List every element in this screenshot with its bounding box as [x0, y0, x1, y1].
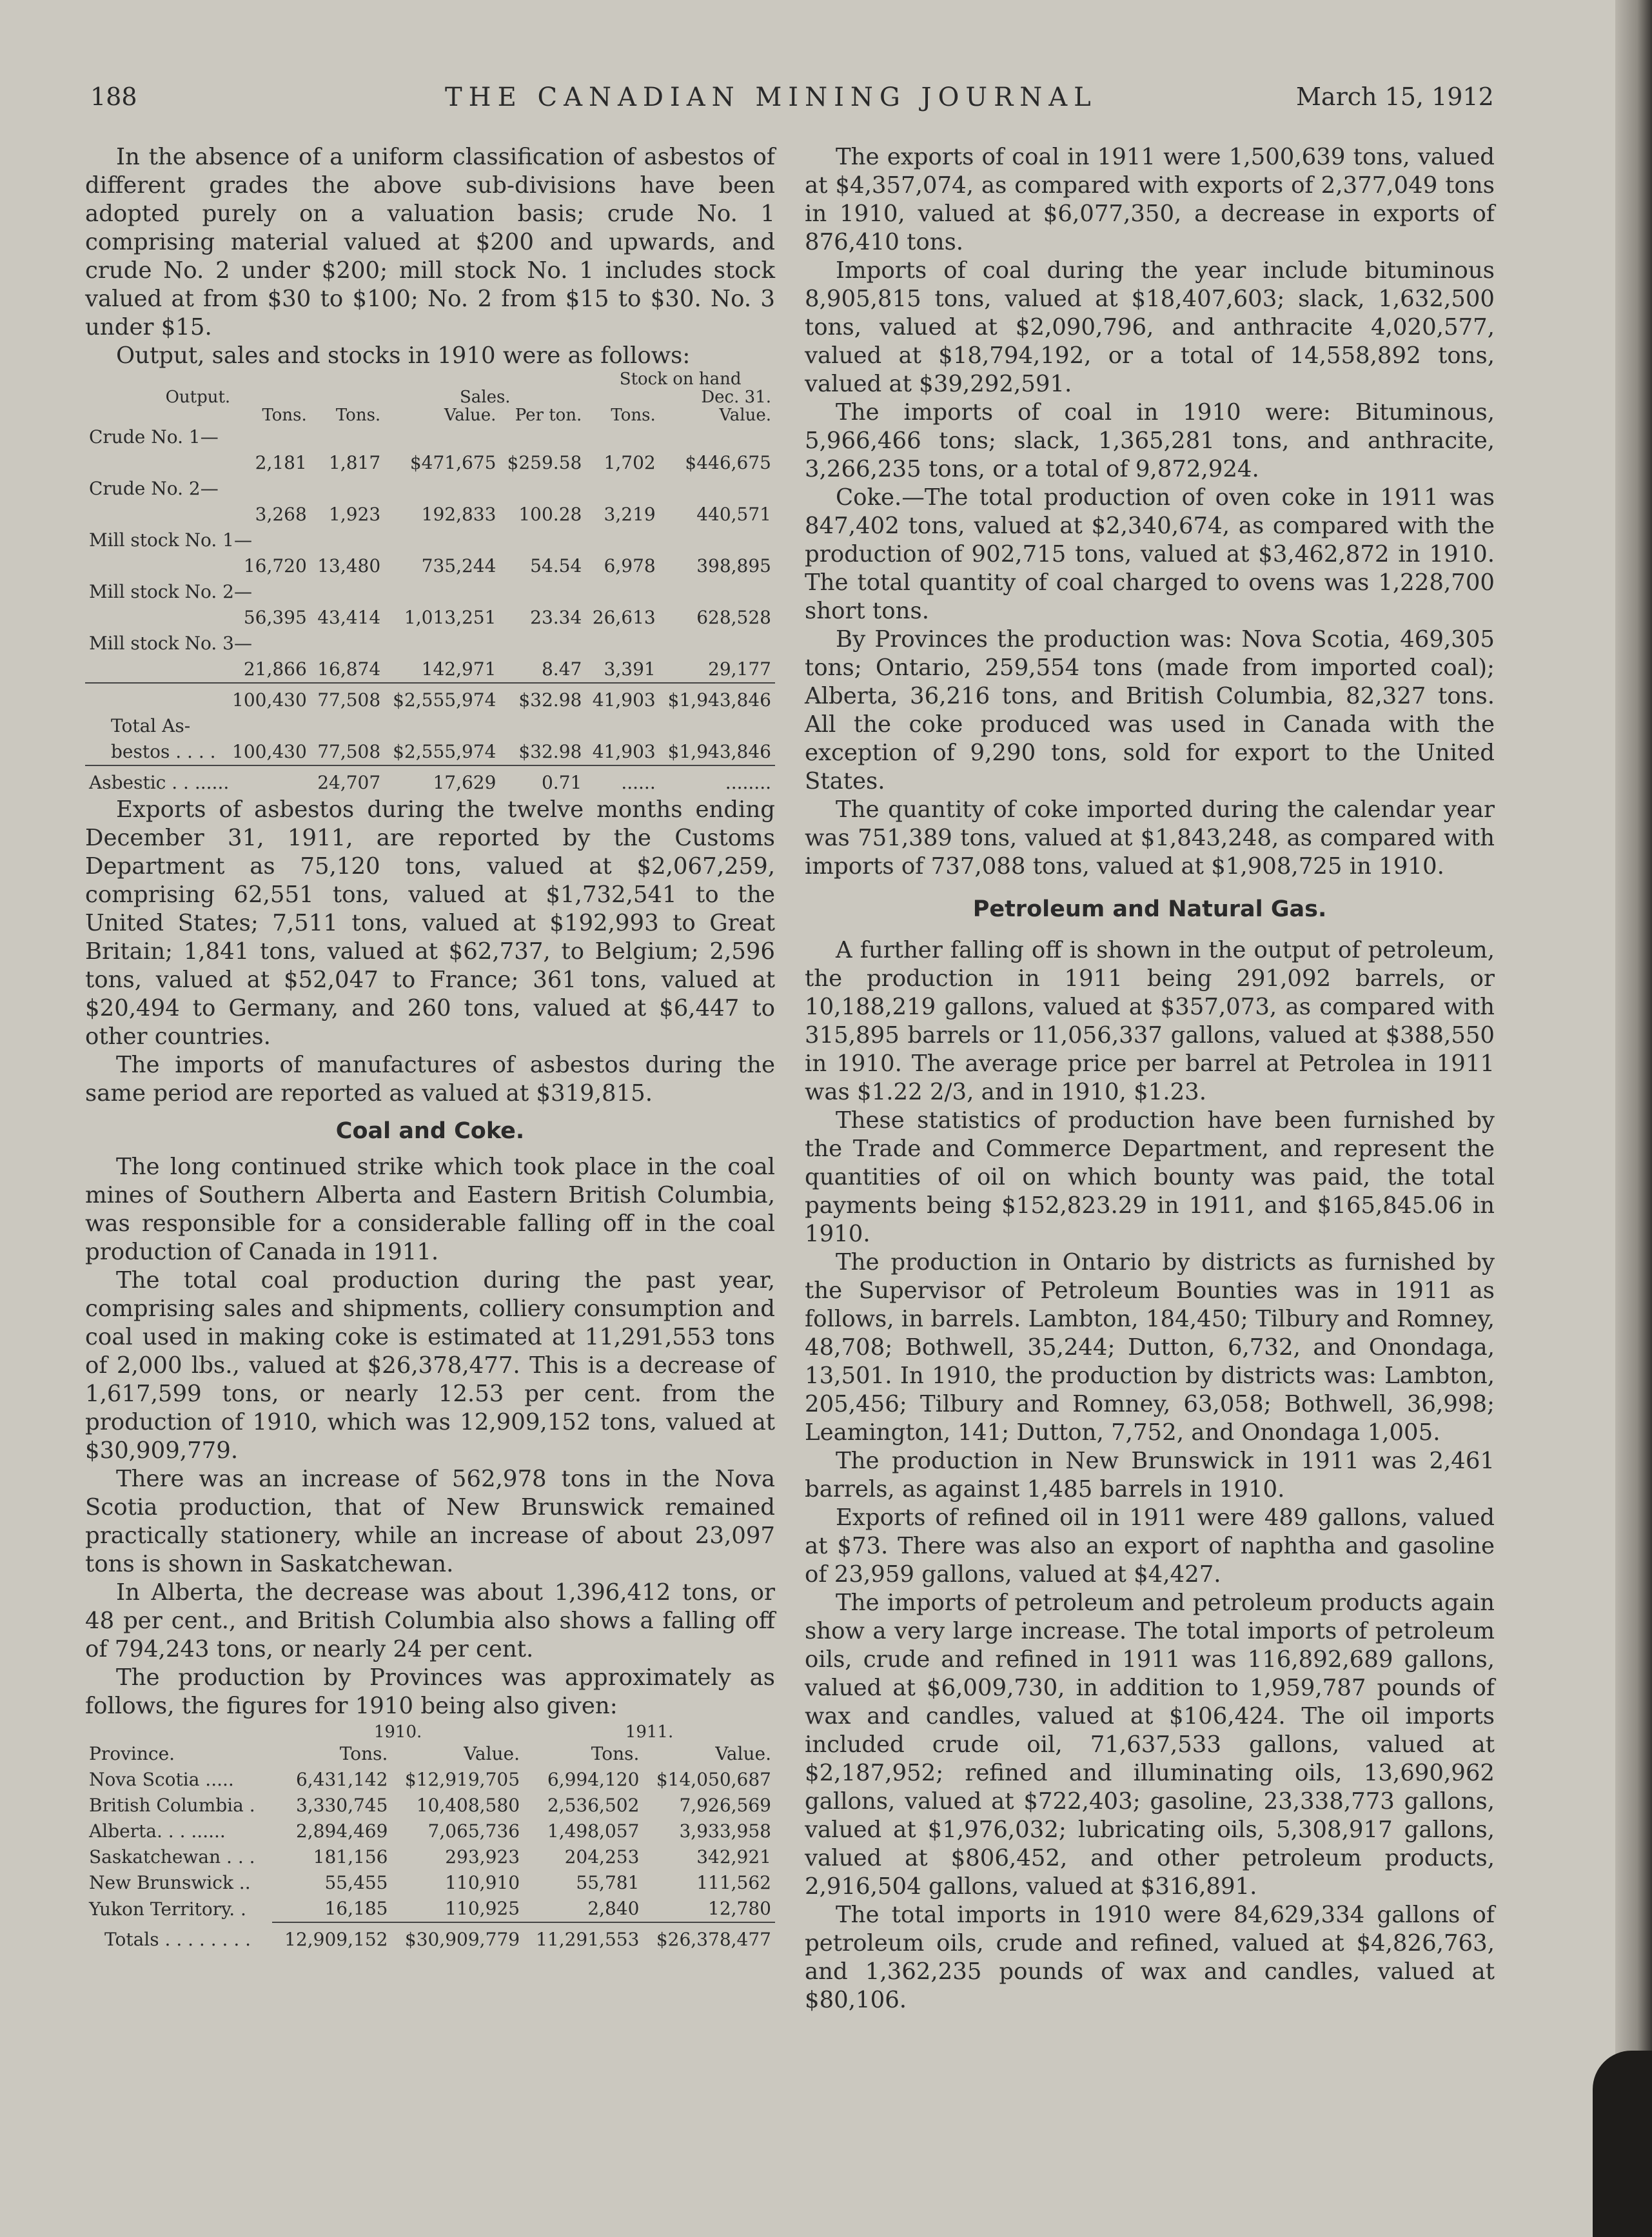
- table-cell: 11,291,553: [536, 1929, 640, 1950]
- paragraph: The imports of coal in 1910 were: Bituminous, 5,966,466 tons; slack, 1,365,281 tons, and anthracite, 3,266,235 tons, or a total of 9,872,924.: [805, 399, 1495, 482]
- table-row: [85, 605, 775, 631]
- row-label: British Columbia .: [89, 1795, 255, 1816]
- table-cell: 55,781: [576, 1872, 640, 1893]
- paragraph: In the absence of a uniform classification of asbestos of different grades the above sub-divisions have been adopted purely on a valuation basis; crude No. 1 comprising material valued at $200 and upwards, and crude No. 2 under $200; mill stock No. 1 includes stock valued at from $30 to $100; No. 2 from $15 to $30. No. 3 under $15.: [85, 144, 775, 340]
- table-cell: 111,562: [696, 1872, 771, 1893]
- table-cell: 440,571: [696, 504, 771, 525]
- table-row-subtotal: [85, 687, 775, 713]
- table-cell: $2,555,974: [393, 741, 497, 762]
- paragraph: Coke.—The total production of oven coke in 1911 was 847,402 tons, valued at $2,340,674, as compared with the production of 902,715 tons, valued at $3,462,872 in 1910. The total quantity of coal charged to ovens was 1,228,700 short tons.: [805, 484, 1495, 624]
- table-cell: $14,050,687: [656, 1769, 771, 1790]
- table-cell: 6,978: [604, 555, 656, 576]
- row-label: Alberta. . . ......: [89, 1820, 226, 1842]
- table-cell: 1,498,057: [547, 1820, 640, 1842]
- paragraph: In Alberta, the decrease was about 1,396,412 tons, or 48 per cent., and British Columbia also shows a falling off of 794,243 tons, or nearly 24 per cent.: [85, 1579, 775, 1662]
- table-cell: 41,903: [592, 689, 656, 711]
- table-cell: 41,903: [592, 741, 656, 762]
- table-cell: 10,408,580: [416, 1795, 520, 1816]
- table-rule: [85, 1922, 775, 1927]
- table-row-totals: [85, 1927, 775, 1953]
- table-cell: 3,268: [255, 504, 307, 525]
- table-cell: 6,431,142: [295, 1769, 388, 1790]
- paragraph: Exports of asbestos during the twelve months ending December 31, 1911, are reported by the Customs Department as 75,120 tons, valued at $2,067,259, comprising 62,551 tons, valued at $1,732,541 to the United States; 7,511 tons, valued at $192,993 to Great Britain; 1,841 tons, valued at $62,737, to Belgium; 2,596 tons, valued at $52,047 to France; 361 tons, valued at $20,494 to Germany, and 260 tons, valued at $6,447 to other countries.: [85, 796, 775, 1050]
- table-cell: 2,536,502: [547, 1795, 640, 1816]
- row-label: Nova Scotia .....: [89, 1769, 234, 1790]
- table-cell: 1,702: [604, 452, 656, 473]
- table-cell: $259.58: [507, 452, 582, 473]
- table-cell: 3,219: [604, 504, 656, 525]
- table-cell: $1,943,846: [667, 689, 771, 711]
- table-cell: 13,480: [317, 555, 381, 576]
- paragraph: Output, sales and stocks in 1910 were as follows:: [116, 342, 691, 369]
- table-cell: $1,943,846: [667, 741, 771, 762]
- paragraph: The production in New Brunswick in 1911 was 2,461 barrels, as against 1,485 barrels in 1910.: [805, 1448, 1495, 1503]
- table-cell: 29,177: [708, 658, 771, 680]
- paragraph: There was an increase of 562,978 tons in the Nova Scotia production, that of New Brunswick remained practically stationery, while an increase of about 23,097 tons is shown in Saskatchewan.: [85, 1466, 775, 1577]
- table-cell: 100,430: [232, 689, 307, 711]
- table-cell: 110,925: [445, 1898, 520, 1919]
- table-cell: 16,720: [243, 555, 307, 576]
- table-cell: $446,675: [685, 452, 771, 473]
- paragraph: The production in Ontario by districts as furnished by the Supervisor of Petroleum Bounties was in 1911 as follows, in barrels. Lambton, 184,450; Tilbury and Romney, 48,708; Bothwell, 35,244; Dutton, 6,732, and Onondaga, 13,501. In 1910, the production by districts was: Lambton, 205,456; Tilbury and Romney, 63,058; Bothwell, 36,998; Leamington, 141; Dutton, 7,752, and Onondaga 1,005.: [805, 1249, 1495, 1446]
- column-header: Value.: [715, 1743, 771, 1764]
- table-cell: 54.54: [530, 555, 582, 576]
- paragraph: The total coal production during the past year, comprising sales and shipments, colliery consumption and coal used in making coke is estimated at 11,291,553 tons of 2,000 lbs., valued at $26,378,477. This is a decrease of 1,617,599 tons, or nearly 12.53 per cent. from the production of 1910, which was 12,909,152 tons, valued at $30,909,779.: [85, 1267, 775, 1464]
- table-cell: 1,013,251: [404, 607, 497, 628]
- table-cell: 100,430: [232, 741, 307, 762]
- header-sales: Sales.: [459, 388, 511, 407]
- table-cell: 3,330,745: [295, 1795, 388, 1816]
- paragraph: Exports of refined oil in 1911 were 489 gallons, valued at $73. There was also an export of naphtha and gasoline of 23,959 gallons, valued at $4,427.: [805, 1504, 1495, 1588]
- table-cell: 628,528: [696, 607, 771, 628]
- header-stock: Stock on hand: [619, 370, 742, 389]
- table-cell: 3,933,958: [679, 1820, 771, 1842]
- table-row: [85, 1793, 775, 1818]
- table-cell: 2,894,469: [295, 1820, 388, 1842]
- binding-edge: [1615, 0, 1652, 2237]
- table-cell: $471,675: [409, 452, 497, 473]
- table-cell: 17,629: [433, 772, 497, 793]
- table-cell: 293,923: [445, 1846, 520, 1867]
- table-cell: 6,994,120: [547, 1769, 640, 1790]
- table-cell: 56,395: [243, 607, 307, 628]
- column-header: Tons.: [335, 406, 381, 425]
- paragraph: By Provinces the production was: Nova Scotia, 469,305 tons; Ontario, 259,554 tons (made from imported coal); Alberta, 36,216 tons, and British Columbia, 82,327 tons. All the coke produced was used in Canada with the exception of 9,290 tons, sold for export to the United States.: [805, 626, 1495, 794]
- table-cell: 110,910: [445, 1872, 520, 1893]
- table-rule: [85, 765, 775, 770]
- table-cell: 1,817: [329, 452, 381, 473]
- column-header: Tons.: [591, 1743, 640, 1764]
- row-label: bestos . . . .: [111, 741, 216, 762]
- table-cell: 77,508: [317, 689, 381, 711]
- table-cell: 204,253: [564, 1846, 640, 1867]
- journal-title: THE CANADIAN MINING JOURNAL: [445, 83, 1097, 112]
- table-cell: 23.34: [530, 607, 582, 628]
- column-header: Per ton.: [515, 406, 582, 425]
- table-row: [85, 1896, 775, 1922]
- table-row: [85, 1818, 775, 1844]
- table-cell: 24,707: [317, 772, 381, 793]
- table-cell: $32.98: [518, 741, 582, 762]
- column-header: Tons.: [339, 1743, 388, 1764]
- table-cell: 16,185: [324, 1898, 388, 1919]
- column-header: Value.: [719, 406, 771, 425]
- table-row: [85, 656, 775, 683]
- table-cell: 8.47: [541, 658, 582, 680]
- section-heading-petroleum: Petroleum and Natural Gas.: [972, 896, 1327, 922]
- year-header: 1910.: [373, 1722, 422, 1742]
- asbestos-table: [85, 370, 775, 796]
- column-header: Province.: [89, 1743, 175, 1764]
- table-cell: 2,181: [255, 452, 307, 473]
- table-cell: 1,923: [329, 504, 381, 525]
- table-cell: 16,874: [317, 658, 381, 680]
- binding-shadow: [1593, 2051, 1652, 2237]
- table-cell: 7,926,569: [679, 1795, 771, 1816]
- table-cell: 142,971: [421, 658, 497, 680]
- row-label: New Brunswick ..: [89, 1872, 251, 1893]
- paragraph: The imports of petroleum and petroleum products again show a very large increase. The total imports of petroleum oils, crude and refined in 1911 was 116,892,689 gallons, valued at $6,009,730, in addition to 1,959,787 pounds of wax and candles, valued at $106,424. The oil imports included crude oil, 71,637,533 gallons, valued at $2,187,952; refined and illuminating oils, 13,690,962 gallons, valued at $722,403; gasoline, 23,338,773 gallons, valued at $1,976,032; lubricating oils, 5,308,917 gallons, valued at $806,452, and other petroleum products, 2,916,504 gallons, valued at $316,891.: [805, 1590, 1495, 1900]
- table-cell: 21,866: [243, 658, 307, 680]
- table-cell: $26,378,477: [656, 1929, 771, 1950]
- table-cell: $32.98: [518, 689, 582, 711]
- table-rule: [85, 683, 775, 687]
- row-label: Total As-: [111, 715, 191, 736]
- table-cell: $2,555,974: [393, 689, 497, 711]
- section-heading-coal: Coal and Coke.: [335, 1118, 525, 1144]
- table-row: [85, 1844, 775, 1870]
- year-header: 1911.: [625, 1722, 674, 1742]
- paragraph: Imports of coal during the year include bituminous 8,905,815 tons, valued at $18,407,603; slack, 1,632,500 tons, valued at $2,090,796, and anthracite 4,020,577, valued at $18,794,192, or a total of 14,558,892 tons, valued at $39,292,591.: [805, 257, 1495, 397]
- province-table: [85, 1723, 775, 1953]
- paragraph: The production by Provinces was approximately as follows, the figures for 1910 being also given:: [85, 1664, 775, 1719]
- table-cell: 26,613: [592, 607, 656, 628]
- row-label: Mill stock No. 1—: [89, 529, 252, 551]
- paragraph: The long continued strike which took place in the coal mines of Southern Alberta and Eastern British Columbia, was responsible for a considerable falling off in the coal production of Canada in 1911.: [85, 1154, 775, 1265]
- table-cell: 2,840: [587, 1898, 640, 1919]
- paragraph: A further falling off is shown in the output of petroleum, the production in 1911 being 291,092 barrels, or 10,188,219 gallons, valued at $357,073, as compared with 315,895 barrels or 11,056,337 gallons, valued at $388,550 in 1910. The average price per barrel at Petrolea in 1911 was $1.22 2/3, and in 1910, $1.23.: [805, 937, 1495, 1105]
- table-row: [85, 1767, 775, 1793]
- row-label: Yukon Territory. .: [89, 1898, 246, 1920]
- row-label: Asbestic . . ......: [89, 772, 230, 793]
- issue-date: March 15, 1912: [1296, 83, 1494, 111]
- page-number: 188: [90, 83, 137, 111]
- table-cell: ......: [621, 772, 656, 793]
- table-cell: 735,244: [421, 555, 497, 576]
- row-label: Mill stock No. 2—: [89, 581, 252, 602]
- table-cell: 43,414: [317, 607, 381, 628]
- table-cell: $12,919,705: [404, 1769, 520, 1790]
- row-label: Mill stock No. 3—: [89, 633, 252, 654]
- table-cell: 77,508: [317, 741, 381, 762]
- left-column: [85, 143, 775, 1953]
- table-cell: ........: [725, 772, 771, 793]
- column-header: Value.: [464, 1743, 520, 1764]
- right-column: [805, 143, 1495, 2015]
- row-label: Saskatchewan . . .: [89, 1846, 255, 1867]
- table-cell: 100.28: [518, 504, 582, 525]
- header-dec: Dec. 31.: [701, 388, 771, 407]
- table-row-asbestic: [85, 770, 775, 796]
- table-cell: 0.71: [541, 772, 582, 793]
- table-row: [85, 553, 775, 579]
- row-label: Crude No. 1—: [89, 426, 219, 448]
- table-row-total: [85, 739, 775, 765]
- table-cell: 3,391: [604, 658, 656, 680]
- table-cell: 55,455: [324, 1872, 388, 1893]
- table-cell: $30,909,779: [404, 1929, 520, 1950]
- table-row: [85, 502, 775, 527]
- table-cell: 12,780: [708, 1898, 771, 1919]
- row-label: Crude No. 2—: [89, 478, 219, 499]
- column-header: Tons.: [262, 406, 307, 425]
- table-cell: 12,909,152: [284, 1929, 388, 1950]
- paragraph: The exports of coal in 1911 were 1,500,639 tons, valued at $4,357,074, as compared with exports of 2,377,049 tons in 1910, valued at $6,077,350, a decrease in exports of 876,410 tons.: [805, 144, 1495, 255]
- table-row: [85, 450, 775, 476]
- column-header: Tons.: [611, 406, 656, 425]
- column-header: Value.: [444, 406, 497, 425]
- paragraph: These statistics of production have been furnished by the Trade and Commerce Department, and represent the quantities of oil on which bounty was paid, the total payments being $152,823.29 in 1911, and $165,845.06 in 1910.: [805, 1107, 1495, 1247]
- table-cell: 7,065,736: [428, 1820, 520, 1842]
- table-cell: 342,921: [696, 1846, 771, 1867]
- row-label: Totals . . . . . . . .: [104, 1929, 251, 1950]
- paragraph: The total imports in 1910 were 84,629,334 gallons of petroleum oils, crude and refined, valued at $4,826,763, and 1,362,235 pounds of wax and candles, valued at $80,106.: [805, 1902, 1495, 2013]
- paragraph: The quantity of coke imported during the calendar year was 751,389 tons, valued at $1,843,248, as compared with imports of 737,088 tons, valued at $1,908,725 in 1910.: [805, 796, 1495, 880]
- paragraph: The imports of manufactures of asbestos during the same period are reported as valued at $319,815.: [85, 1052, 775, 1107]
- table-row: [85, 1870, 775, 1896]
- header-output: Output.: [165, 388, 231, 407]
- table-cell: 192,833: [421, 504, 497, 525]
- table-cell: 398,895: [696, 555, 771, 576]
- table-cell: 181,156: [313, 1846, 388, 1867]
